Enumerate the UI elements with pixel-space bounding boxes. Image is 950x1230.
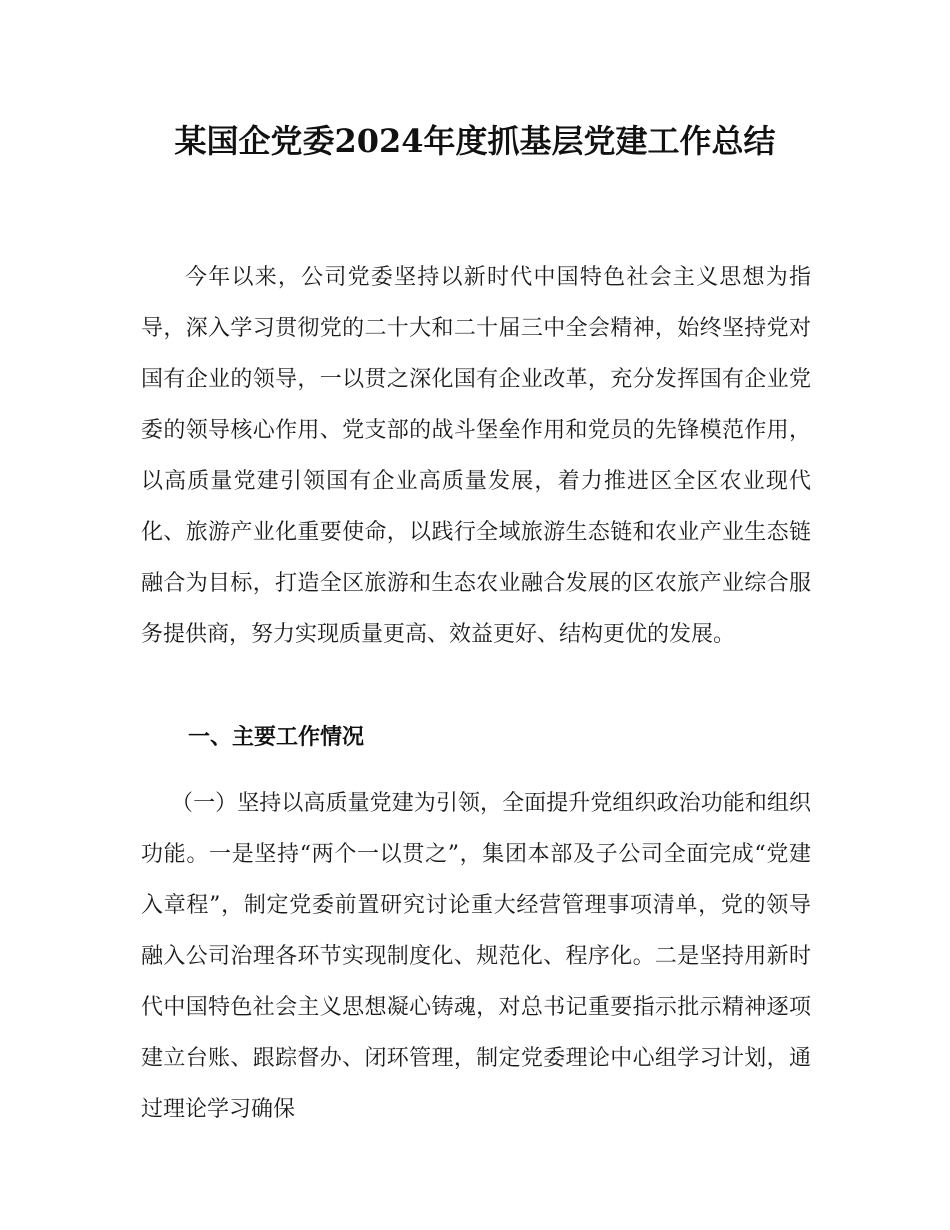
section-heading: 一、主要工作情况 [188,725,365,750]
section-paragraph: （一）坚持以高质量党建为引领，全面提升党组织政治功能和组织功能。一是坚持“两个一以贯之”，集团本部及子公司全面完成“党建入章程”，制定党委前置研究讨论重大经营管理事项清单，党的领导融入公司治理各环节实现制度化、规范化、程序化。二是坚持用新时代中国特色社会主义思想凝心铸魂，对总书记重要指示批示精神逐项建立台账、跟踪督办、闭环管理，制定党委理论中心组学习计划，通过理论学习确保 [141,791,811,1122]
document-title: 某国企党委2024年度抓基层党建工作总结 [174,122,776,160]
intro-paragraph: 今年以来，公司党委坚持以新时代中国特色社会主义思想为指导，深入学习贯彻党的二十大和二十届三中全会精神，始终坚持党对国有企业的领导，一以贯之深化国有企业改革，充分发挥国有企业党委的领导核心作用、党支部的战斗堡垒作用和党员的先锋模范作用，以高质量党建引领国有企业高质量发展，着力推进区全区农业现代化、旅游产业化重要使命，以践行全域旅游生态链和农业产业生态链融合为目标，打造全区旅游和生态农业融合发展的区农旅产业综合服务提供商，努力实现质量更高、效益更好、结构更优的发展。 [141,265,811,647]
